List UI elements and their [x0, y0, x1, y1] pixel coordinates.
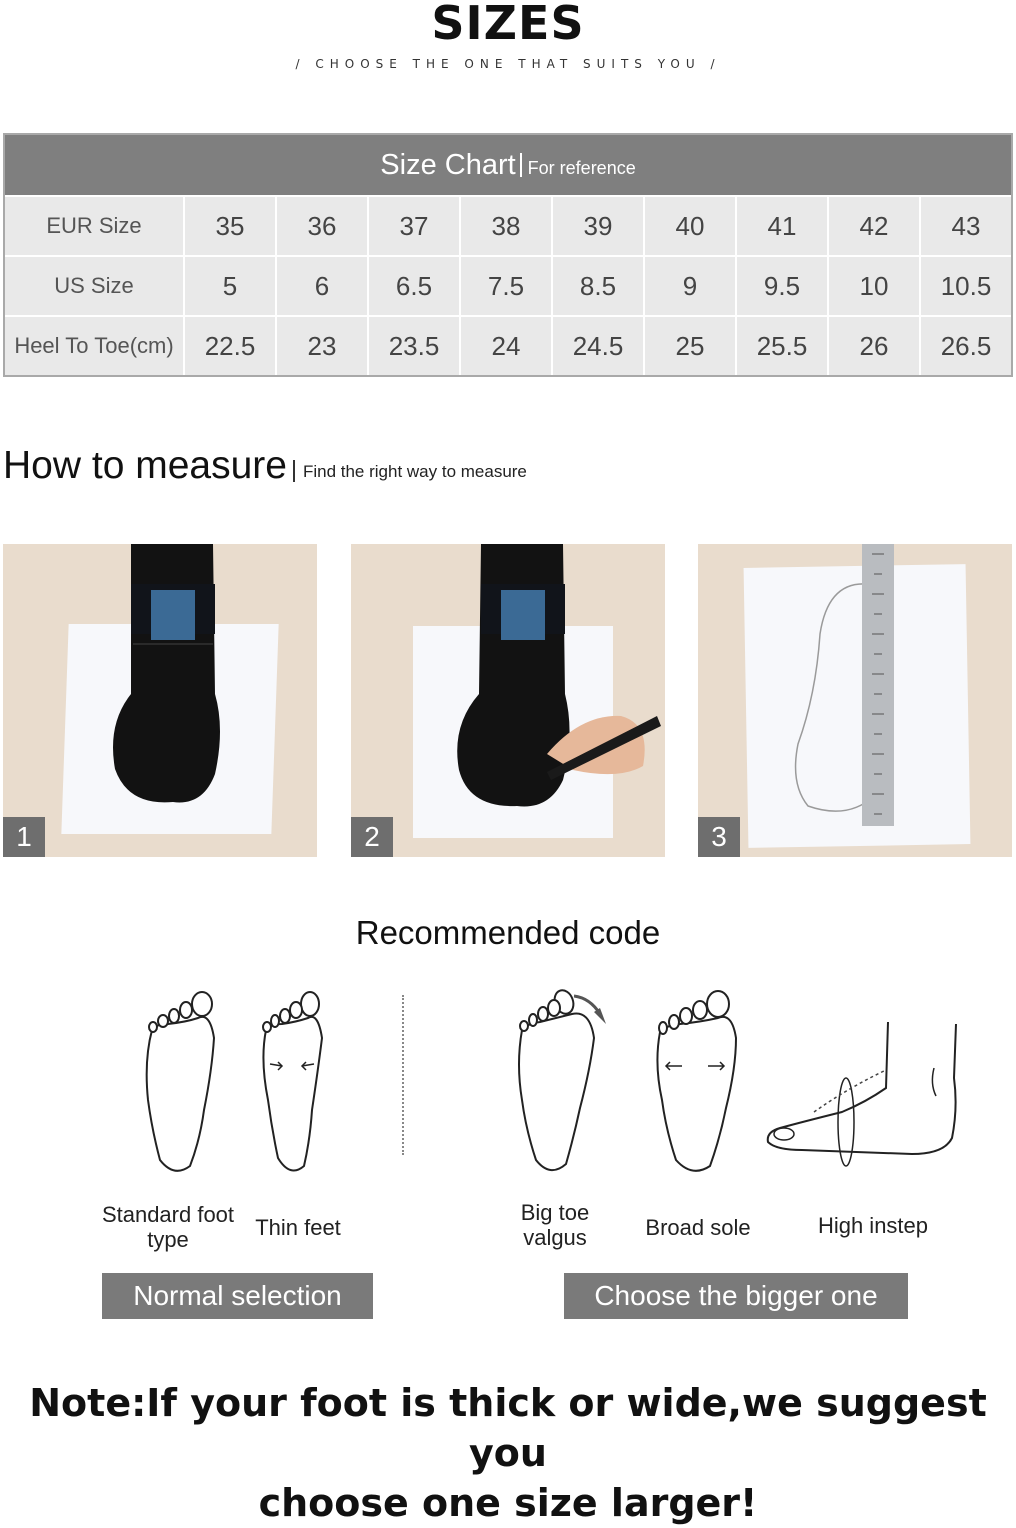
row-label: Heel To Toe(cm): [5, 317, 183, 375]
ruler-icon: [862, 544, 894, 826]
table-cell: 38: [459, 197, 551, 255]
table-cell: 24.5: [551, 317, 643, 375]
table-cell: 10: [827, 257, 919, 315]
tracing-foot-icon: [351, 544, 665, 857]
table-cell: 42: [827, 197, 919, 255]
table-cell: 37: [367, 197, 459, 255]
table-cell: 24: [459, 317, 551, 375]
standard-foot-icon: [138, 990, 222, 1176]
step-number: 1: [3, 817, 45, 857]
table-cell: 36: [275, 197, 367, 255]
title-divider: [293, 460, 295, 482]
high-instep-foot-icon: [762, 1018, 962, 1174]
table-cell: 10.5: [919, 257, 1011, 315]
foot-tracing-ruler-icon: [698, 544, 1012, 857]
size-note-line-2: choose one size larger!: [258, 1481, 758, 1525]
table-cell: 35: [183, 197, 275, 255]
table-cell: 6.5: [367, 257, 459, 315]
table-cell: 9: [643, 257, 735, 315]
broad-sole-foot-icon: [652, 988, 742, 1176]
table-cell: 22.5: [183, 317, 275, 375]
table-cell: 5: [183, 257, 275, 315]
table-row-heel-to-toe: [5, 315, 1011, 375]
sock-foot-icon: [3, 544, 317, 857]
size-note: [0, 1378, 1016, 1528]
thin-foot-icon: [252, 990, 332, 1176]
step-2-photo: [351, 544, 665, 857]
how-to-measure-title: How to measure: [3, 444, 287, 487]
table-cell: 40: [643, 197, 735, 255]
table-cell: 26.5: [919, 317, 1011, 375]
big-toe-valgus-foot-icon: [510, 984, 610, 1176]
big-toe-valgus-label: Big toe valgus: [520, 1200, 590, 1250]
section-divider: [402, 995, 404, 1155]
title-divider: [520, 153, 522, 177]
step-number: 3: [698, 817, 740, 857]
standard-foot-label: Standard foot type: [101, 1202, 235, 1252]
size-chart-table: [3, 133, 1013, 377]
table-row-us: [5, 255, 1011, 315]
row-label: EUR Size: [5, 197, 183, 255]
table-cell: 23: [275, 317, 367, 375]
table-cell: 41: [735, 197, 827, 255]
table-cell: 8.5: [551, 257, 643, 315]
row-label: US Size: [5, 257, 183, 315]
choose-bigger-button[interactable]: Choose the bigger one: [564, 1273, 908, 1319]
table-cell: 6: [275, 257, 367, 315]
high-instep-label: High instep: [817, 1213, 929, 1238]
table-cell: 23.5: [367, 317, 459, 375]
thin-feet-label: Thin feet: [255, 1215, 341, 1240]
size-chart-note: For reference: [527, 157, 636, 178]
table-cell: 39: [551, 197, 643, 255]
recommended-title: Recommended code: [355, 914, 661, 951]
step-number: 2: [351, 817, 393, 857]
step-3-photo: [698, 544, 1012, 857]
table-cell: 7.5: [459, 257, 551, 315]
table-cell: 26: [827, 317, 919, 375]
how-to-measure-subtitle: Find the right way to measure: [302, 462, 527, 481]
size-note-line-1: Note:If your foot is thick or wide,we suggest you: [29, 1381, 987, 1475]
broad-sole-label: Broad sole: [645, 1215, 751, 1240]
size-chart-title: Size Chart: [380, 148, 516, 181]
step-1-photo: [3, 544, 317, 857]
table-row-eur: [5, 195, 1011, 255]
table-cell: 43: [919, 197, 1011, 255]
how-to-measure-heading: [3, 444, 527, 488]
normal-selection-button[interactable]: Normal selection: [102, 1273, 373, 1319]
size-chart-header: [5, 135, 1011, 195]
table-cell: 25: [643, 317, 735, 375]
page-title: SIZES: [431, 0, 585, 50]
table-cell: 25.5: [735, 317, 827, 375]
page-subtitle: / CHOOSE THE ONE THAT SUITS YOU /: [295, 57, 721, 71]
table-cell: 9.5: [735, 257, 827, 315]
